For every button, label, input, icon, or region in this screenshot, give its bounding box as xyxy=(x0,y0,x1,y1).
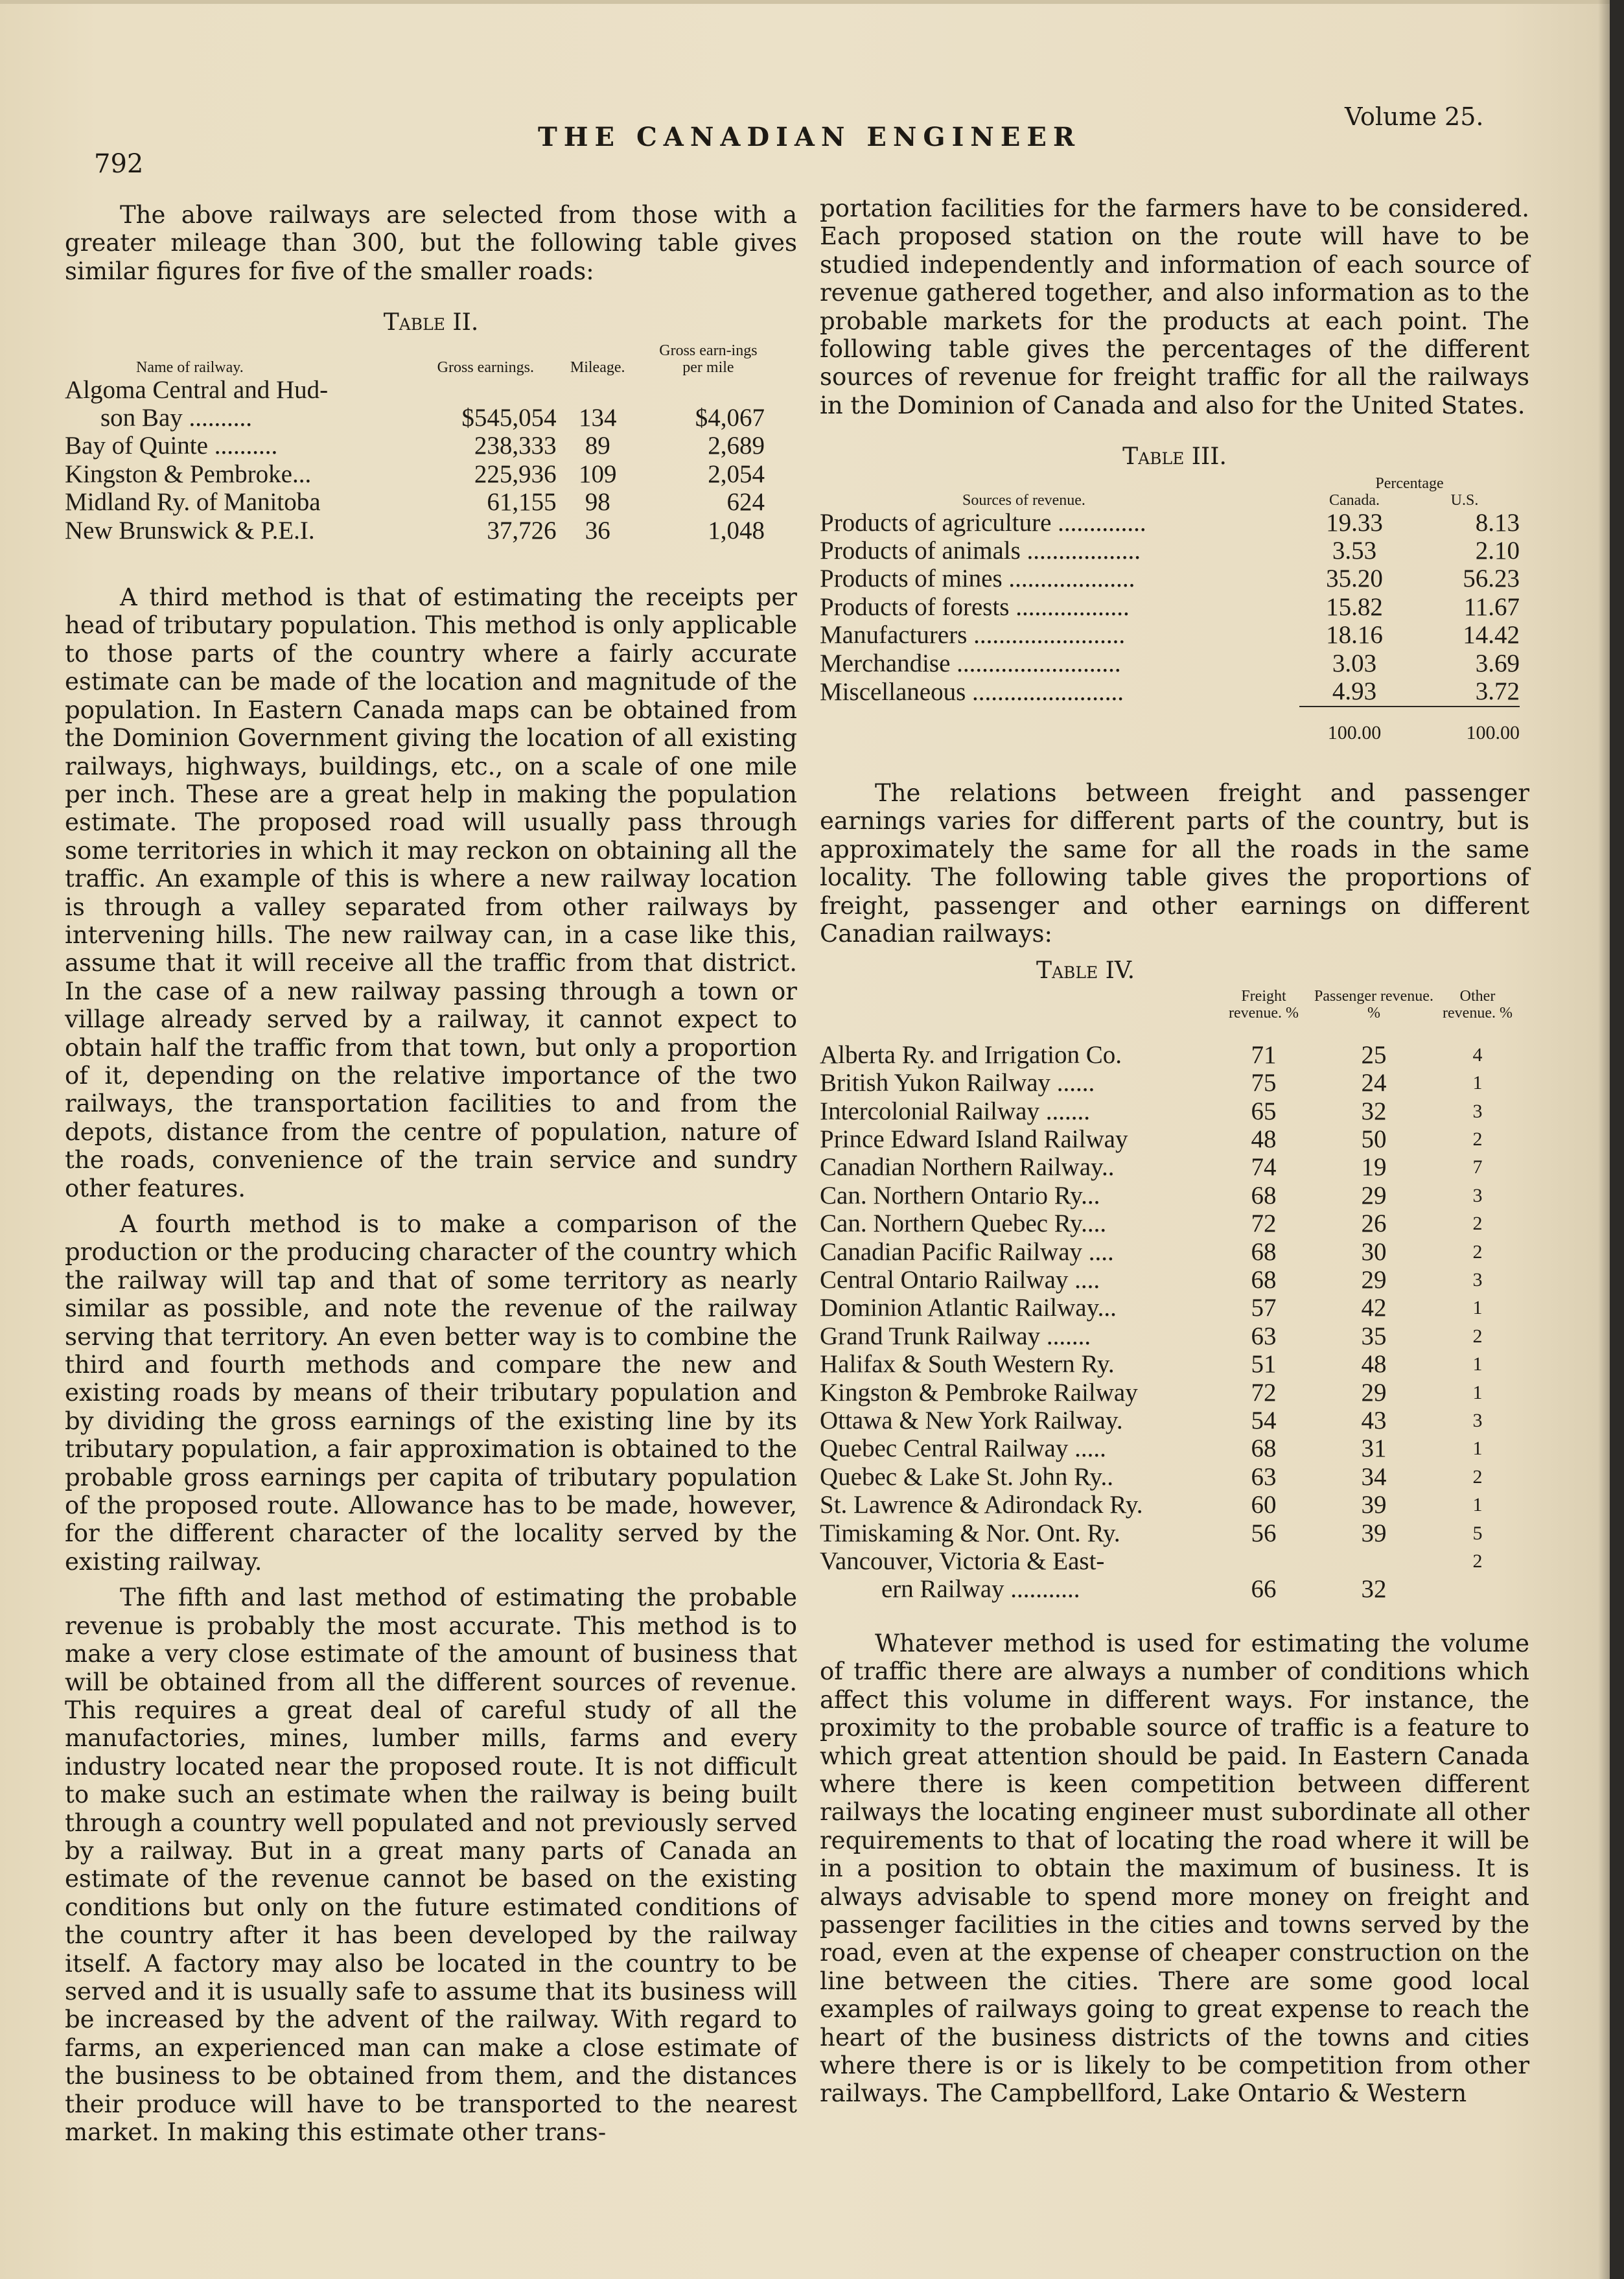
cell-freight: 56 xyxy=(1251,1519,1277,1547)
cell-name: Bay of Quinte .......... xyxy=(65,432,278,460)
table-row xyxy=(820,1547,1520,1575)
column-group-header: Percentage xyxy=(1375,474,1444,492)
cell-passenger: 35 xyxy=(1361,1322,1387,1350)
cell-mileage: 134 xyxy=(578,404,617,432)
table-row xyxy=(820,1491,1520,1519)
cell-canada: 18.16 xyxy=(1326,621,1383,649)
table-row xyxy=(65,432,765,460)
cell-name: Midland Ry. of Manitoba xyxy=(65,488,321,517)
cell-gross: 61,155 xyxy=(487,488,557,517)
table-row xyxy=(820,1153,1520,1181)
paragraph: portation facilities for the farmers have to be considered. Each proposed station on the route will have to be studied independently and information of each source of revenue gathered together, and also information as to the probable markets for the products at each point. The following table gives the percentages of the different sources of revenue for freight traffic for all the railways in the Dominion of Canada and also for the United States. xyxy=(820,194,1529,419)
table-row xyxy=(820,509,1520,537)
cell-name: New Brunswick & P.E.I. xyxy=(65,516,315,544)
cell-freight: 63 xyxy=(1251,1322,1277,1350)
cell-other: 2 xyxy=(1472,1325,1483,1347)
cell-name: Dominion Atlantic Railway... xyxy=(820,1294,1117,1322)
cell-name: Alberta Ry. and Irrigation Co. xyxy=(820,1040,1122,1069)
table-header-row xyxy=(820,492,1520,509)
table-row xyxy=(820,1575,1520,1603)
cell-source: Products of animals .................. xyxy=(820,537,1141,565)
cell-passenger: 43 xyxy=(1361,1407,1387,1435)
cell-other: 2 xyxy=(1472,1128,1483,1150)
column-header: Gross earn-ings per mile xyxy=(659,342,758,376)
cell-name: Grand Trunk Railway ....... xyxy=(820,1322,1091,1350)
table-row xyxy=(65,460,765,488)
cell-other: 1 xyxy=(1472,1297,1483,1319)
cell-name: British Yukon Railway ...... xyxy=(820,1069,1095,1097)
cell-name: Quebec & Lake St. John Ry.. xyxy=(820,1462,1113,1491)
cell-name: Can. Northern Quebec Ry.... xyxy=(820,1210,1107,1238)
cell-freight: 72 xyxy=(1251,1378,1277,1407)
cell-other: 3 xyxy=(1472,1269,1483,1291)
cell-freight: 71 xyxy=(1251,1040,1277,1069)
cell-freight: 65 xyxy=(1251,1097,1277,1125)
paragraph: The relations between freight and passenger earnings varies for different parts of the country, but is approximately the same for all the roads in the same locality. The following table gives the proportions of freight, passenger and other earnings on different Canadian railways: xyxy=(820,778,1529,948)
cell-canada: 4.93 xyxy=(1332,677,1377,706)
cell-other: 1 xyxy=(1472,1438,1483,1460)
table-row xyxy=(820,621,1520,649)
table-row xyxy=(820,1434,1520,1462)
table-row xyxy=(820,1266,1520,1294)
cell-mileage: 98 xyxy=(585,488,610,517)
cell-source: Products of mines .................... xyxy=(820,565,1135,593)
table-row xyxy=(820,565,1520,592)
cell-canada: 19.33 xyxy=(1326,508,1383,537)
cell-freight: 68 xyxy=(1251,1181,1277,1210)
table-total-row xyxy=(820,719,1520,747)
cell-us: 8.13 xyxy=(1475,508,1520,537)
cell-name: ern Railway ........... xyxy=(881,1575,1080,1604)
table-row xyxy=(820,1069,1520,1097)
table-row xyxy=(820,649,1520,677)
paragraph: The above railways are selected from those with a greater mileage than 300, but the following table gives similar figures for five of the smaller roads: xyxy=(65,201,797,285)
cell-gross: 225,936 xyxy=(474,460,557,488)
cell-freight: 60 xyxy=(1251,1491,1277,1519)
cell-name: Kingston & Pembroke Railway xyxy=(820,1378,1138,1407)
column-header: Canada. xyxy=(1329,491,1380,509)
cell-other: 7 xyxy=(1472,1156,1483,1178)
cell-canada: 15.82 xyxy=(1326,592,1383,621)
table-caption: Table III. xyxy=(1122,443,1227,471)
cell-passenger: 26 xyxy=(1361,1210,1387,1238)
cell-name: Can. Northern Ontario Ry... xyxy=(820,1181,1100,1210)
cell-freight: 72 xyxy=(1251,1210,1277,1238)
table-header-row xyxy=(65,342,765,376)
table-row xyxy=(820,1379,1520,1407)
cell-name: Prince Edward Island Railway xyxy=(820,1125,1128,1153)
total-rule-row xyxy=(820,707,1520,719)
paragraph: Whatever method is used for estimating the volume of traffic there are always a number of conditions which affect this volume in different ways. For instance, the proximity to the probable source of traffic is a feature to which great attention should be paid. In Eastern Canada where there is keen competition between different railways the locating engineer must subordinate all other requirements to that of locating the road where it will be in a position to obtain the maximum of business. It is always advisable to spend more money on freight and passenger facilities in the cities and towns served by the road, even at the expense of cheaper construction on the line between the cities. There are some good local examples of railways going to great expense to reach the heart of the business districts of the towns and cities where there is or is likely to be competition from other railways. The Campbellford, Lake Ontario & Western xyxy=(820,1629,1529,2108)
cell-name: Quebec Central Railway ..... xyxy=(820,1434,1106,1463)
cell-passenger: 31 xyxy=(1361,1434,1387,1463)
cell-passenger: 39 xyxy=(1361,1491,1387,1519)
cell-per-mile: $4,067 xyxy=(695,404,765,432)
paragraph: A fourth method is to make a comparison of the production or the producing character of the country which the railway will tap and that of some territory as nearly similar as possible, and note the revenue of the railway serving that territory. An even better way is to combine the third and fourth methods and compare the new and existing roads by means of their tributary population and by dividing the gross earnings of the existing line by its tributary population, a fair approximation is obtained to the probable gross earnings per capita of tributary population of the proposed route. Allowance has to be made, however, for the different character of the locality served by the existing railway. xyxy=(65,1210,797,1576)
column-header: Sources of revenue. xyxy=(962,491,1085,509)
cell-other: 2 xyxy=(1472,1241,1483,1263)
cell-per-mile: 2,689 xyxy=(708,432,765,460)
running-head: THE CANADIAN ENGINEER xyxy=(538,122,1082,152)
table-3 xyxy=(820,475,1520,747)
table-row xyxy=(65,488,765,516)
cell-canada-total: 100.00 xyxy=(1327,721,1382,743)
cell-passenger: 29 xyxy=(1361,1266,1387,1294)
cell-freight: 51 xyxy=(1251,1350,1277,1379)
column-header: Freight revenue. % xyxy=(1229,987,1299,1022)
cell-freight: 48 xyxy=(1251,1125,1277,1153)
cell-other: 1 xyxy=(1472,1381,1483,1403)
cell-source: Products of agriculture .............. xyxy=(820,508,1146,537)
table-4 xyxy=(820,988,1520,1604)
cell-us: 3.69 xyxy=(1475,649,1520,677)
cell-other: 1 xyxy=(1472,1072,1483,1094)
cell-other: 2 xyxy=(1472,1466,1483,1488)
cell-gross: 37,726 xyxy=(487,516,557,544)
cell-other: 1 xyxy=(1472,1494,1483,1516)
table-row xyxy=(820,1182,1520,1210)
cell-us: 3.72 xyxy=(1475,677,1520,706)
right-column xyxy=(820,194,1529,2108)
cell-other: 2 xyxy=(1472,1213,1483,1235)
cell-us-total: 100.00 xyxy=(1466,721,1520,743)
cell-per-mile: 624 xyxy=(726,488,765,517)
table-header-row xyxy=(820,988,1520,1022)
cell-per-mile: 2,054 xyxy=(708,460,765,488)
cell-canada: 3.03 xyxy=(1332,649,1377,677)
cell-other: 3 xyxy=(1472,1100,1483,1122)
table-row xyxy=(820,1407,1520,1434)
column-header: Name of railway. xyxy=(136,358,244,376)
cell-passenger: 29 xyxy=(1361,1378,1387,1407)
page-edge xyxy=(1610,0,1624,2279)
cell-passenger: 34 xyxy=(1361,1462,1387,1491)
paragraph: A third method is that of estimating the receipts per head of tributary population. This method is only applicable to those parts of the country where a fairly accurate estimate can be made of the location and magnitude of the population. In Eastern Canada maps can be obtained from the Dominion Government giving the location of all existing railways, highways, buildings, etc., on a scale of one mile per inch. These are a great help in making the population estimate. The proposed road will usually pass through some territories in which it may reckon on obtaining all the traffic. An example of this is where a new railway location is through a valley separated from other railways by intervening hills. The new railway can, in a case like this, assume that it will receive all the traffic from that district. In the case of a new railway passing through a town or village already served by a railway, it cannot expect to obtain half the traffic from that town, but only a proportion of it, depending on the relative importance of the two railways, the transportation facilities to and from the depots, distance from the centre of population, nature of the roads, convenience of the train service and sundry other features. xyxy=(65,583,797,1202)
cell-mileage: 109 xyxy=(578,460,617,488)
cell-freight: 68 xyxy=(1251,1266,1277,1294)
table-row xyxy=(820,1125,1520,1153)
cell-gross: $545,054 xyxy=(461,404,557,432)
table-row xyxy=(65,404,765,432)
table-row xyxy=(820,1294,1520,1322)
table-row xyxy=(820,1350,1520,1378)
cell-passenger: 48 xyxy=(1361,1350,1387,1379)
cell-source: Products of forests .................. xyxy=(820,592,1130,621)
binding-shadow xyxy=(1598,0,1610,2279)
table-row xyxy=(820,677,1520,706)
cell-canada: 35.20 xyxy=(1326,565,1383,593)
cell-passenger: 19 xyxy=(1361,1153,1387,1182)
table-row xyxy=(820,593,1520,621)
cell-freight: 66 xyxy=(1251,1575,1277,1604)
table-row xyxy=(820,1210,1520,1237)
cell-name: Ottawa & New York Railway. xyxy=(820,1407,1123,1435)
cell-other: 2 xyxy=(1472,1550,1483,1572)
cell-us: 2.10 xyxy=(1475,537,1520,565)
left-column xyxy=(65,201,797,2146)
cell-freight: 68 xyxy=(1251,1434,1277,1463)
cell-passenger: 42 xyxy=(1361,1294,1387,1322)
cell-canada: 3.53 xyxy=(1332,537,1377,565)
cell-passenger: 29 xyxy=(1361,1181,1387,1210)
table-caption: Table IV. xyxy=(1036,957,1135,985)
cell-name: Canadian Northern Railway.. xyxy=(820,1153,1115,1182)
cell-mileage: 36 xyxy=(585,516,610,544)
cell-name: Timiskaming & Nor. Ont. Ry. xyxy=(820,1519,1120,1547)
cell-name: Canadian Pacific Railway .... xyxy=(820,1237,1114,1266)
cell-freight: 74 xyxy=(1251,1153,1277,1182)
cell-name: Kingston & Pembroke... xyxy=(65,460,312,488)
cell-name: son Bay .......... xyxy=(100,404,252,432)
cell-other: 3 xyxy=(1472,1410,1483,1432)
cell-passenger: 39 xyxy=(1361,1519,1387,1547)
cell-us: 14.42 xyxy=(1463,621,1520,649)
cell-name: Central Ontario Railway .... xyxy=(820,1266,1100,1294)
cell-mileage: 89 xyxy=(585,432,610,460)
cell-freight: 54 xyxy=(1251,1407,1277,1435)
cell-other: 5 xyxy=(1472,1522,1483,1544)
cell-name: Vancouver, Victoria & East- xyxy=(820,1547,1105,1576)
cell-per-mile: 1,048 xyxy=(708,516,765,544)
cell-name: Intercolonial Railway ....... xyxy=(820,1097,1090,1125)
table-row xyxy=(65,376,765,404)
cell-other: 3 xyxy=(1472,1184,1483,1206)
cell-freight: 57 xyxy=(1251,1294,1277,1322)
table-caption: Table II. xyxy=(383,309,479,336)
cell-passenger: 32 xyxy=(1361,1097,1387,1125)
table-row xyxy=(820,1041,1520,1069)
cell-source: Miscellaneous ........................ xyxy=(820,678,1124,707)
table-row xyxy=(820,1238,1520,1266)
cell-gross: 238,333 xyxy=(474,432,557,460)
table-row xyxy=(820,1097,1520,1125)
table-group-header-row xyxy=(820,475,1520,492)
cell-passenger: 24 xyxy=(1361,1069,1387,1097)
cell-passenger: 25 xyxy=(1361,1040,1387,1069)
column-header: Gross earnings. xyxy=(437,358,534,376)
cell-other: 1 xyxy=(1472,1353,1483,1375)
table-row xyxy=(820,537,1520,565)
table-row xyxy=(820,1322,1520,1350)
cell-freight: 68 xyxy=(1251,1237,1277,1266)
table-row xyxy=(65,517,765,544)
cell-freight: 63 xyxy=(1251,1462,1277,1491)
cell-other: 4 xyxy=(1472,1044,1483,1066)
cell-us: 56.23 xyxy=(1463,565,1520,593)
cell-source: Manufacturers ........................ xyxy=(820,621,1126,649)
cell-passenger: 32 xyxy=(1361,1575,1387,1604)
volume-label: Volume 25. xyxy=(1345,102,1484,131)
cell-passenger: 30 xyxy=(1361,1237,1387,1266)
column-header: Other revenue. % xyxy=(1443,987,1513,1022)
total-rule xyxy=(1299,707,1409,719)
table-2 xyxy=(65,342,765,544)
cell-name: Halifax & South Western Ry. xyxy=(820,1350,1115,1379)
column-header: U.S. xyxy=(1450,491,1479,509)
cell-us: 11.67 xyxy=(1463,592,1520,621)
column-header: Mileage. xyxy=(570,358,625,376)
total-rule xyxy=(1409,707,1520,719)
cell-passenger: 50 xyxy=(1361,1125,1387,1153)
cell-freight: 75 xyxy=(1251,1069,1277,1097)
paragraph: The fifth and last method of estimating the probable revenue is probably the most accurate. This method is to make a very close estimate of the amount of business that will be obtained from all the different sources of revenue. This requires a great deal of careful study of all the manufactories, mines, lumber mills, farms and every industry located near the proposed route. It is not difficult to make such an estimate when the railway is being built through a country well populated and not previously served by a railway. But in a great many parts of Canada an estimate of the revenue cannot be based on the existing conditions but only on the future estimated conditions of the country after it has been developed by the railway itself. A factory may also be located in the country to be served and it is usually safe to assume that its business will be increased by the advent of the railway. With regard to farms, an experienced man can make a close estimate of the business to be obtained from them, and the distances their produce will have to be transported to the nearest market. In making this estimate other trans- xyxy=(65,1584,797,2146)
top-edge xyxy=(0,0,1624,4)
table-row xyxy=(820,1519,1520,1547)
cell-name: St. Lawrence & Adirondack Ry. xyxy=(820,1491,1143,1519)
column-header: Passenger revenue. % xyxy=(1314,987,1433,1022)
cell-name: Algoma Central and Hud- xyxy=(65,375,329,404)
table-row xyxy=(820,1463,1520,1491)
page-number: 792 xyxy=(94,149,144,179)
cell-source: Merchandise .......................... xyxy=(820,649,1121,677)
